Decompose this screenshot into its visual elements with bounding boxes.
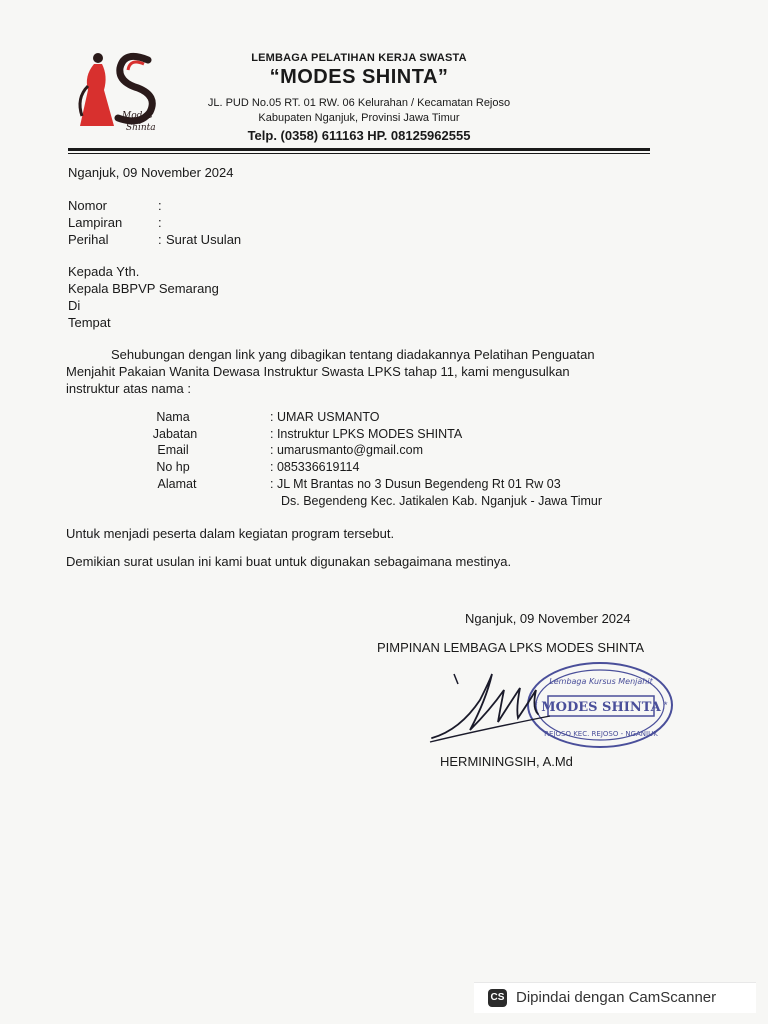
recipient-line-2: Kepala BBPVP Semarang — [68, 281, 219, 296]
stamp-bottom-text: REJOSO KEC. REJOSO - NGANJUK — [544, 730, 658, 738]
meta-label-perihal: Perihal — [68, 232, 109, 247]
detail-label-nama: Nama — [156, 410, 190, 424]
detail-value-nama: : UMAR USMANTO — [270, 410, 380, 424]
detail-value-alamat: : JL Mt Brantas no 3 Dusun Begendeng Rt 01 Rw 03 — [270, 477, 561, 491]
stamp-top-text: Lembaga Kursus Menjahit — [549, 677, 653, 686]
logo-text: Modes — [122, 111, 153, 121]
sign-date: Nganjuk, 09 November 2024 — [465, 611, 631, 626]
svg-text:*: * — [534, 700, 538, 710]
letterhead-address-1: JL. PUD No.05 RT. 01 RW. 06 Kelurahan / Kecamatan Rejoso — [207, 97, 511, 109]
recipient-line-3: Di — [68, 298, 81, 313]
signer-name: HERMININGSIH, A.Md — [440, 754, 573, 769]
letterhead-name: “MODES SHINTA” — [269, 66, 449, 88]
opening-line-1: Sehubungan dengan link yang dibagikan tentang diadakannya Pelatihan Penguatan — [111, 347, 595, 362]
sign-title: PIMPINAN LEMBAGA LPKS MODES SHINTA — [377, 640, 645, 655]
letterhead-rule — [68, 148, 650, 151]
meta-label-nomor: Nomor — [68, 198, 108, 213]
opening-line-2: Menjahit Pakaian Wanita Dewasa Instruktur Swasta LPKS tahap 11, kami mengusulkan — [66, 364, 570, 379]
detail-label-jabatan: Jabatan — [152, 427, 198, 441]
letter-page: Modes Shinta LEMBAGA PELATIHAN KERJA SWASTA “MODES SHINTA” JL. PUD No.05 RT. 01 RW. 06 Kelurahan / Kecamatan Rejoso Kabupaten Nganjuk, Provinsi Jawa Timur Telp. (0358) 611163 HP. 08125962555 Nganjuk, 09 November 2024 Nomor : Lampiran : Perihal : Surat Usulan Kepada Yth. Kepala BBPVP Semarang Di Tempat Sehubungan dengan link yang dibagikan tentang diadakannya Pelatihan Penguatan Menjahit Pakaian Wanita Dewasa Instruktur Swasta LPKS tahap 11, kami mengusulkan instruktur atas nama : Nama : UMAR USMANTO Jabatan : Instruktur LPKS MODES SHINTA Email : umarusmanto@gmail.com No hp : 085336619114 Alamat : JL Mt Brantas no 3 Dusun Begendeng Rt 01 Rw 03 Ds. Begendeng Kec. Jatikalen Kab. Nganjuk - Jawa Timur Untuk menjadi peserta dalam kegiatan program tersebut. Demikian surat usulan ini kami buat untuk digunakan sebagaimana mestinya. Nganjuk, 09 November 2024 PIMPINAN LEMBAGA LPKS MODES SHINTA MODES SHINTA Lembaga Kursus Menjahit REJOSO KEC. REJOSO - NGANJUK * * HERMININGSIH, A.Md CS Dipindai dengan CamScanner — [0, 0, 768, 1024]
detail-label-email: Email — [157, 443, 189, 457]
letterhead-org: LEMBAGA PELATIHAN KERJA SWASTA — [251, 52, 467, 64]
meta-label-lampiran: Lampiran — [68, 215, 123, 230]
closing-line-2: Demikian surat usulan ini kami buat untuk digunakan sebagaimana mestinya. — [66, 554, 512, 569]
svg-text:Shinta: Shinta — [126, 123, 156, 133]
detail-value-nohp: : 085336619114 — [270, 460, 360, 474]
detail-label-nohp: No hp — [156, 460, 190, 474]
letter-date: Nganjuk, 09 November 2024 — [68, 165, 234, 180]
detail-value-jabatan: : Instruktur LPKS MODES SHINTA — [270, 427, 463, 441]
opening-line-3: instruktur atas nama : — [66, 381, 191, 396]
meta-value-perihal: Surat Usulan — [166, 232, 242, 247]
detail-value-alamat-cont: Ds. Begendeng Kec. Jatikalen Kab. Nganjuk - Jawa Timur — [281, 494, 603, 508]
recipient-line-4: Tempat — [68, 315, 111, 330]
svg-text:*: * — [664, 700, 668, 710]
letterhead-phone: Telp. (0358) 611163 HP. 08125962555 — [247, 128, 471, 143]
letterhead-address-2: Kabupaten Nganjuk, Provinsi Jawa Timur — [258, 112, 460, 124]
closing-line-1: Untuk menjadi peserta dalam kegiatan program tersebut. — [66, 526, 395, 541]
signature-stamp — [420, 660, 680, 760]
letterhead-rule-thin — [68, 153, 650, 154]
camscanner-icon: CS — [488, 989, 507, 1007]
modes-shinta-logo — [74, 46, 166, 138]
stamp-center-text: MODES SHINTA — [541, 700, 661, 715]
detail-label-alamat: Alamat — [157, 477, 197, 491]
camscanner-text: Dipindai dengan CamScanner — [516, 989, 717, 1006]
camscanner-badge — [474, 982, 756, 1013]
detail-value-email: : umarusmanto@gmail.com — [270, 443, 424, 457]
recipient-line-1: Kepada Yth. — [68, 264, 140, 279]
